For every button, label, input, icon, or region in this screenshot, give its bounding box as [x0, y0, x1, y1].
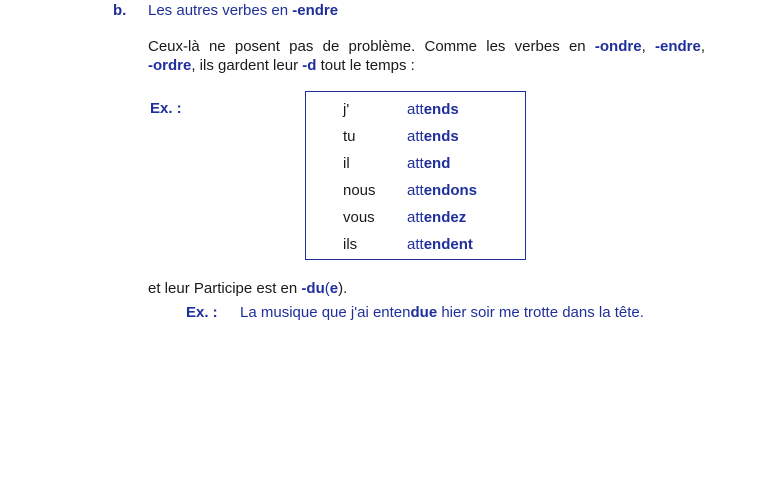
ending-endre: -endre [654, 38, 701, 55]
intro-text-4: , ils gardent leur [191, 57, 303, 74]
section-title-suffix: -endre [292, 2, 339, 19]
conjugation-table [305, 91, 526, 260]
intro-line-2 [148, 56, 705, 75]
verb-ending: ends [423, 101, 459, 118]
participle-line [148, 280, 347, 297]
verb-ending: endons [423, 182, 478, 199]
example2-text-1: La musique que j'ai enten [240, 304, 411, 321]
verb-ending: ends [423, 128, 459, 145]
intro-text-3: , [700, 38, 705, 55]
section-letter: b. [113, 2, 127, 19]
conjugation-row [306, 101, 525, 121]
participle-text-1: et leur Participe est en [148, 280, 302, 297]
pronoun: vous [343, 209, 375, 226]
section-title [148, 2, 338, 19]
verb-form [407, 128, 459, 145]
verb-stem: att [407, 236, 424, 253]
intro-text-5: tout le temps : [316, 57, 415, 74]
verb-ending: endez [423, 209, 467, 226]
conjugation-row [306, 209, 525, 229]
pronoun: nous [343, 182, 376, 199]
verb-ending: endent [423, 236, 473, 253]
verb-form [407, 182, 477, 199]
participle-text-2: ). [338, 280, 348, 297]
intro-text-2: , [641, 38, 655, 55]
verb-stem: att [407, 101, 424, 118]
verb-stem: att [407, 209, 424, 226]
conjugation-row [306, 155, 525, 175]
example2-highlight: due [410, 304, 438, 321]
participle-ending-e: e [329, 280, 339, 297]
verb-stem: att [407, 182, 424, 199]
ending-ondre: -ondre [594, 38, 642, 55]
conjugation-row [306, 182, 525, 202]
participle-ending-du: -du [301, 280, 325, 297]
ending-d: -d [302, 57, 317, 74]
verb-ending: end [423, 155, 451, 172]
pronoun: j' [343, 101, 350, 118]
verb-stem: att [407, 155, 424, 172]
pronoun: tu [343, 128, 356, 145]
pronoun: ils [343, 236, 358, 253]
participle-paren-open: ( [324, 280, 330, 297]
conjugation-row [306, 128, 525, 148]
example-label: Ex. : [150, 100, 182, 117]
conjugation-row [306, 236, 525, 256]
ending-ordre: -ordre [148, 57, 192, 74]
verb-form [407, 236, 473, 253]
intro-text-1: Ceux-là ne posent pas de problème. Comme les verbes en [148, 38, 595, 55]
example2-sentence [240, 304, 644, 321]
verb-form [407, 209, 466, 226]
section-title-prefix: Les autres verbes en [148, 2, 293, 19]
example2-label: Ex. : [186, 304, 218, 321]
verb-form [407, 101, 459, 118]
verb-stem: att [407, 128, 424, 145]
example2-text-2: hier soir me trotte dans la tête. [437, 304, 644, 321]
intro-paragraph [148, 37, 705, 75]
intro-line-1 [148, 37, 705, 56]
verb-form [407, 155, 450, 172]
pronoun: il [343, 155, 350, 172]
